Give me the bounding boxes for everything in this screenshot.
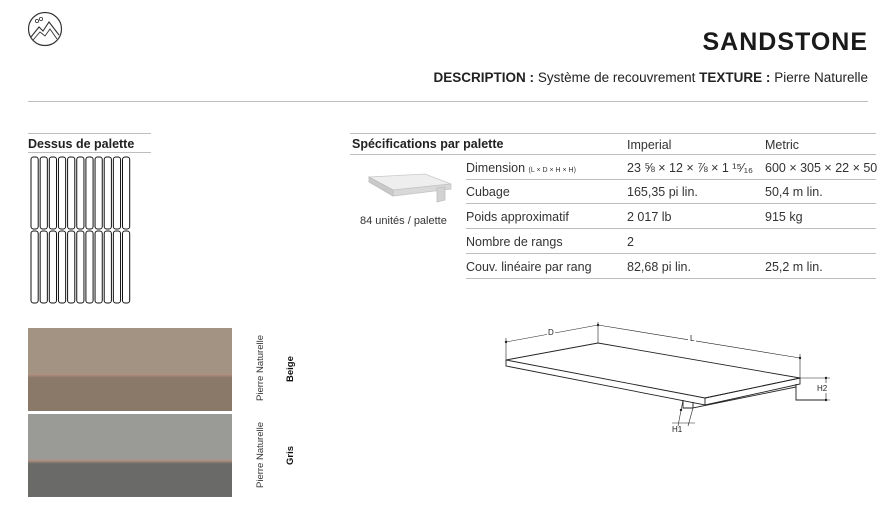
spec-rule-header <box>350 154 876 155</box>
units-per-pallet: 84 unités / palette <box>360 215 447 227</box>
pallet-unit <box>49 231 56 303</box>
coping-block-icon <box>363 170 455 210</box>
col-metric: Metric <box>765 138 800 152</box>
mountain-logo-icon <box>27 11 63 47</box>
pallet-heading-rule-bottom <box>28 152 151 153</box>
pallet-unit <box>40 231 47 303</box>
texture-value: Pierre Naturelle <box>774 70 868 85</box>
spec-label: Cubage <box>466 185 510 199</box>
spec-label <box>466 161 576 175</box>
spec-imperial: 2 017 lb <box>627 210 672 224</box>
swatch-beige <box>28 328 232 411</box>
pallet-unit <box>77 157 84 229</box>
spec-label: Poids approximatif <box>466 210 569 224</box>
pallet-heading: Dessus de palette <box>28 137 135 151</box>
spec-metric: 50,4 m lin. <box>765 185 823 199</box>
row-divider <box>466 179 876 180</box>
pallet-unit <box>123 157 130 229</box>
spec-metric: 915 kg <box>765 210 803 224</box>
spec-rule-top <box>350 133 876 134</box>
pallet-unit <box>31 231 38 303</box>
pallet-heading-rule-top <box>28 133 151 134</box>
row-divider <box>466 278 876 279</box>
description-value: Système de recouvrement <box>537 70 696 85</box>
pallet-unit <box>77 231 84 303</box>
spec-heading: Spécifications par palette <box>352 137 504 151</box>
spec-metric: 600 × 305 × 22 × 50 <box>765 161 878 175</box>
pallet-unit <box>40 157 47 229</box>
spec-imperial: 2 <box>627 235 634 249</box>
label-h2: H2 <box>817 384 828 393</box>
spec-label: Nombre de rangs <box>466 235 563 249</box>
row-divider <box>466 228 876 229</box>
label-h1: H1 <box>672 425 683 433</box>
pallet-unit <box>49 157 56 229</box>
swatch-gris-name: Gris <box>285 445 296 465</box>
pallet-unit <box>95 157 102 229</box>
product-subtitle <box>434 70 868 85</box>
swatch-beige-texture: Pierre Naturelle <box>255 335 266 401</box>
pallet-unit <box>95 231 102 303</box>
dimension-diagram <box>500 318 840 433</box>
pallet-unit <box>86 231 93 303</box>
pallet-unit <box>104 231 111 303</box>
pallet-unit <box>113 231 120 303</box>
spec-imperial: 23 ⅝ × 12 × ⅞ × 1 ¹⁵⁄₁₆ <box>627 161 753 175</box>
pallet-unit <box>104 157 111 229</box>
pallet-top-view-icon <box>30 156 134 306</box>
row-divider <box>466 203 876 204</box>
page-title: SANDSTONE <box>702 28 868 56</box>
pallet-unit <box>113 157 120 229</box>
description-label: DESCRIPTION : <box>433 70 535 85</box>
pallet-unit <box>31 157 38 229</box>
label-d: D <box>548 328 554 337</box>
spec-label: Couv. linéaire par rang <box>466 260 592 274</box>
pallet-unit <box>123 231 130 303</box>
swatch-gris <box>28 414 232 497</box>
pallet-unit <box>68 231 75 303</box>
spec-imperial: 165,35 pi lin. <box>627 185 698 199</box>
texture-label: TEXTURE : <box>699 70 771 85</box>
spec-metric: 25,2 m lin. <box>765 260 823 274</box>
pallet-unit <box>86 157 93 229</box>
row-divider <box>466 253 876 254</box>
spec-label-small: (L × D × H × H) <box>528 167 576 174</box>
header-divider <box>28 101 868 102</box>
spec-label-text: Dimension <box>466 161 526 175</box>
pallet-unit <box>68 157 75 229</box>
pallet-unit <box>58 231 65 303</box>
label-l: L <box>690 334 695 343</box>
pallet-unit <box>58 157 65 229</box>
swatch-gris-texture: Pierre Naturelle <box>255 422 266 488</box>
col-imperial: Imperial <box>627 138 672 152</box>
spec-imperial: 82,68 pi lin. <box>627 260 691 274</box>
swatch-beige-name: Beige <box>285 356 296 382</box>
